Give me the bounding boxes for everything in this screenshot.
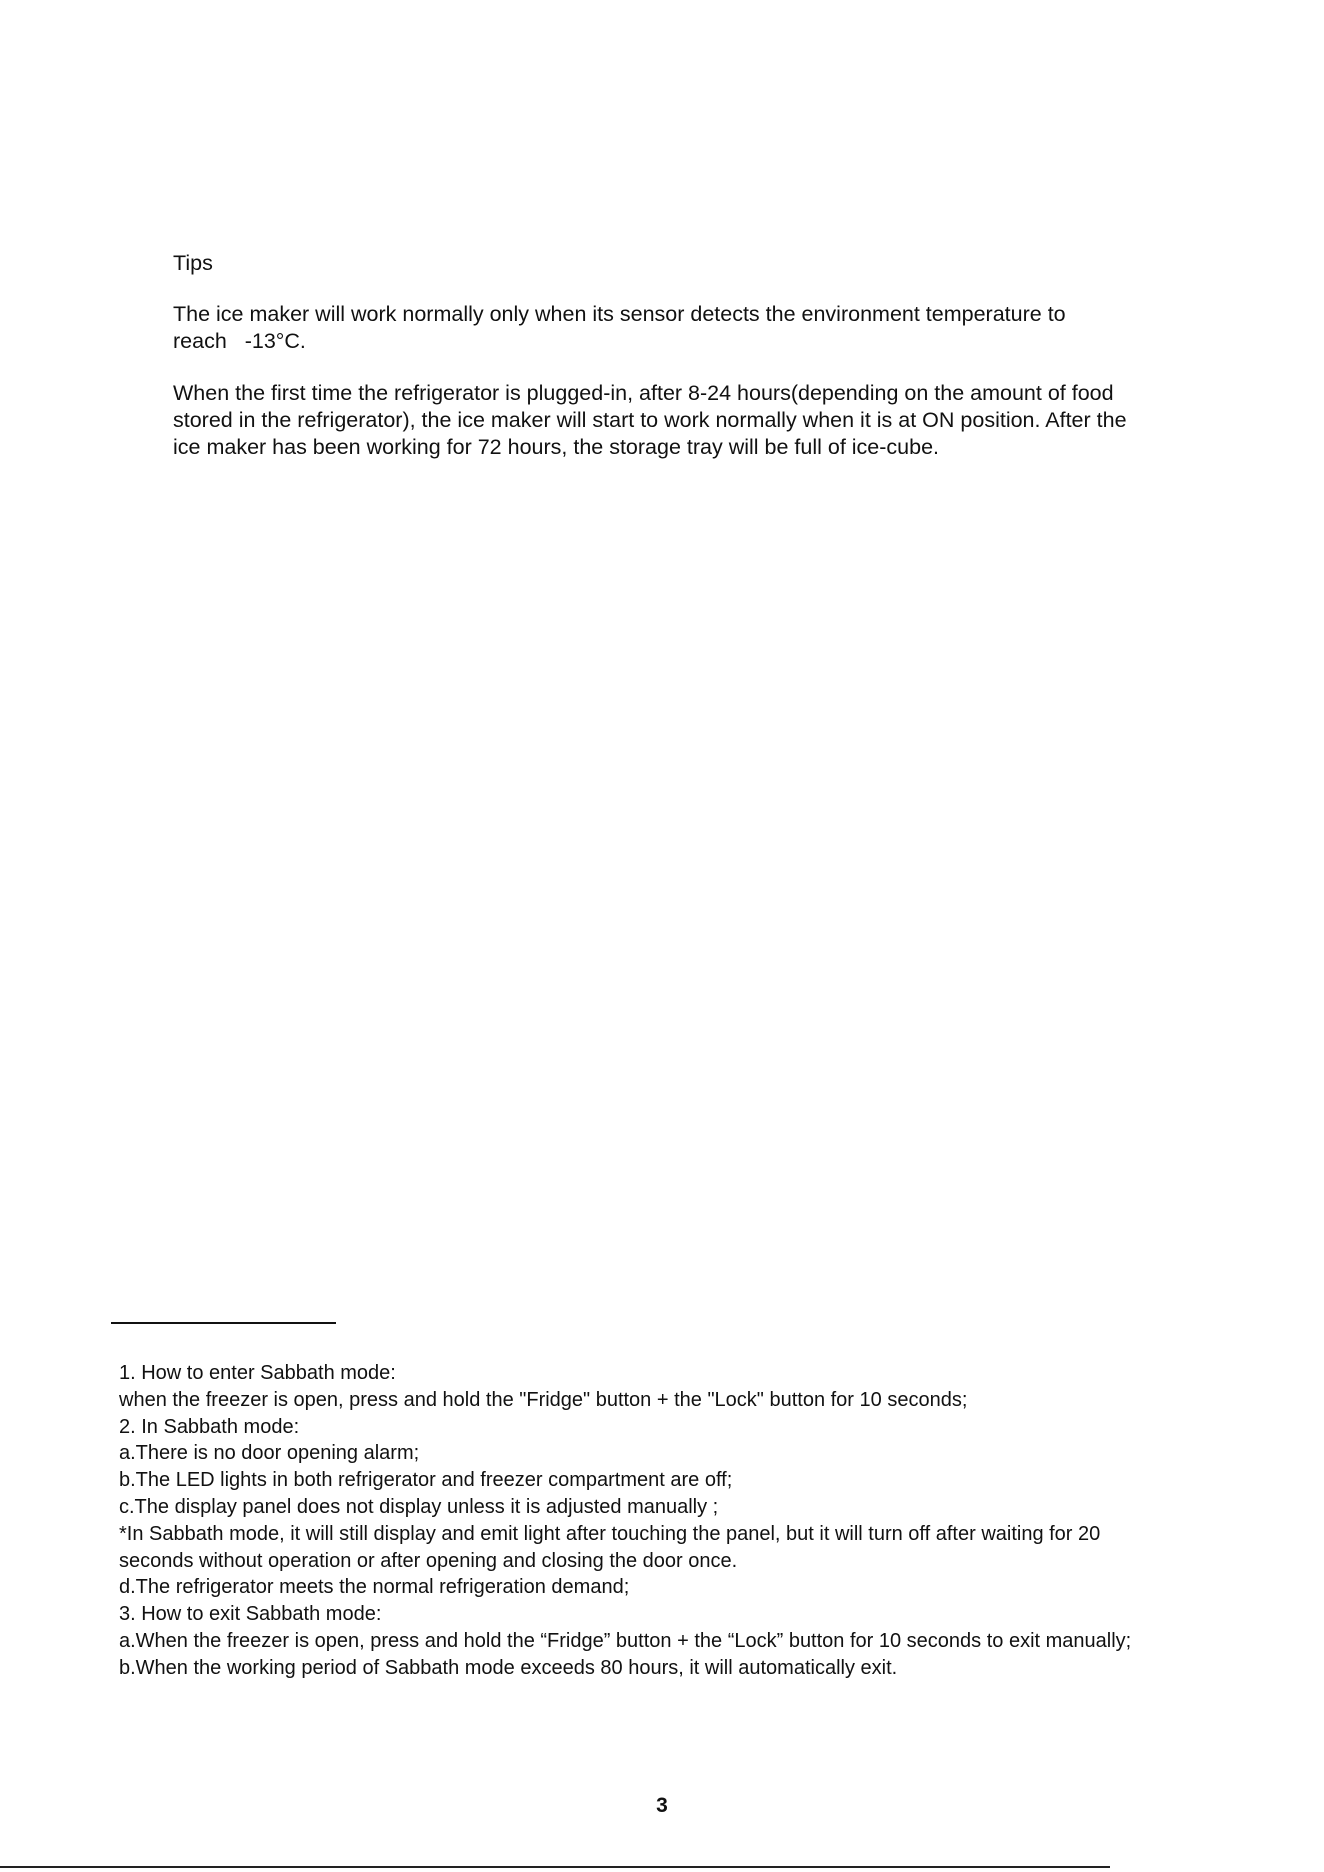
footnote-line: 2. In Sabbath mode:	[119, 1415, 300, 1438]
tips-paragraph-first-use	[173, 380, 1223, 461]
footnote-line: when the freezer is open, press and hold the "Fridge" button + the "Lock" button for 10 seconds;	[119, 1388, 968, 1411]
footnote-line: c.The display panel does not display unless it is adjusted manually ;	[119, 1495, 719, 1518]
text-line: The ice maker will work normally only when its sensor detects the environment temperature to	[173, 302, 1066, 326]
text-line: ice maker has been working for 72 hours, the storage tray will be full of ice-cube.	[173, 435, 940, 459]
tips-paragraph-sensor	[173, 301, 1223, 355]
footnote-line: 3. How to exit Sabbath mode:	[119, 1603, 382, 1626]
footnote-line: b.When the working period of Sabbath mode exceeds 80 hours, it will automatically exit.	[119, 1656, 898, 1679]
page-bottom-rule	[0, 1866, 1110, 1868]
tips-section	[173, 250, 1223, 486]
page-number: 3	[656, 1794, 668, 1817]
text-line: reach -13°C.	[173, 329, 306, 353]
footnote-line: a.When the freezer is open, press and hold the “Fridge” button + the “Lock” button for 10 seconds to exit manually;	[119, 1629, 1132, 1652]
footnote-line: d.The refrigerator meets the normal refrigeration demand;	[119, 1576, 630, 1599]
footnote-divider	[111, 1322, 336, 1324]
footnote-line: 1. How to enter Sabbath mode:	[119, 1362, 396, 1384]
sabbath-mode-footnote	[119, 1360, 1299, 1682]
text-line: stored in the refrigerator), the ice maker will start to work normally when it is at ON position. After the	[173, 408, 1127, 432]
text-line: When the first time the refrigerator is plugged-in, after 8-24 hours(depending on the amount of food	[173, 381, 1114, 405]
tips-heading: Tips	[173, 251, 213, 275]
footnote-line: b.The LED lights in both refrigerator and freezer compartment are off;	[119, 1469, 733, 1492]
footnote-line: *In Sabbath mode, it will still display and emit light after touching the panel, but it will turn off after waiting for 20	[119, 1522, 1101, 1545]
footnote-line: a.There is no door opening alarm;	[119, 1442, 420, 1465]
footnote-line: seconds without operation or after opening and closing the door once.	[119, 1549, 738, 1572]
